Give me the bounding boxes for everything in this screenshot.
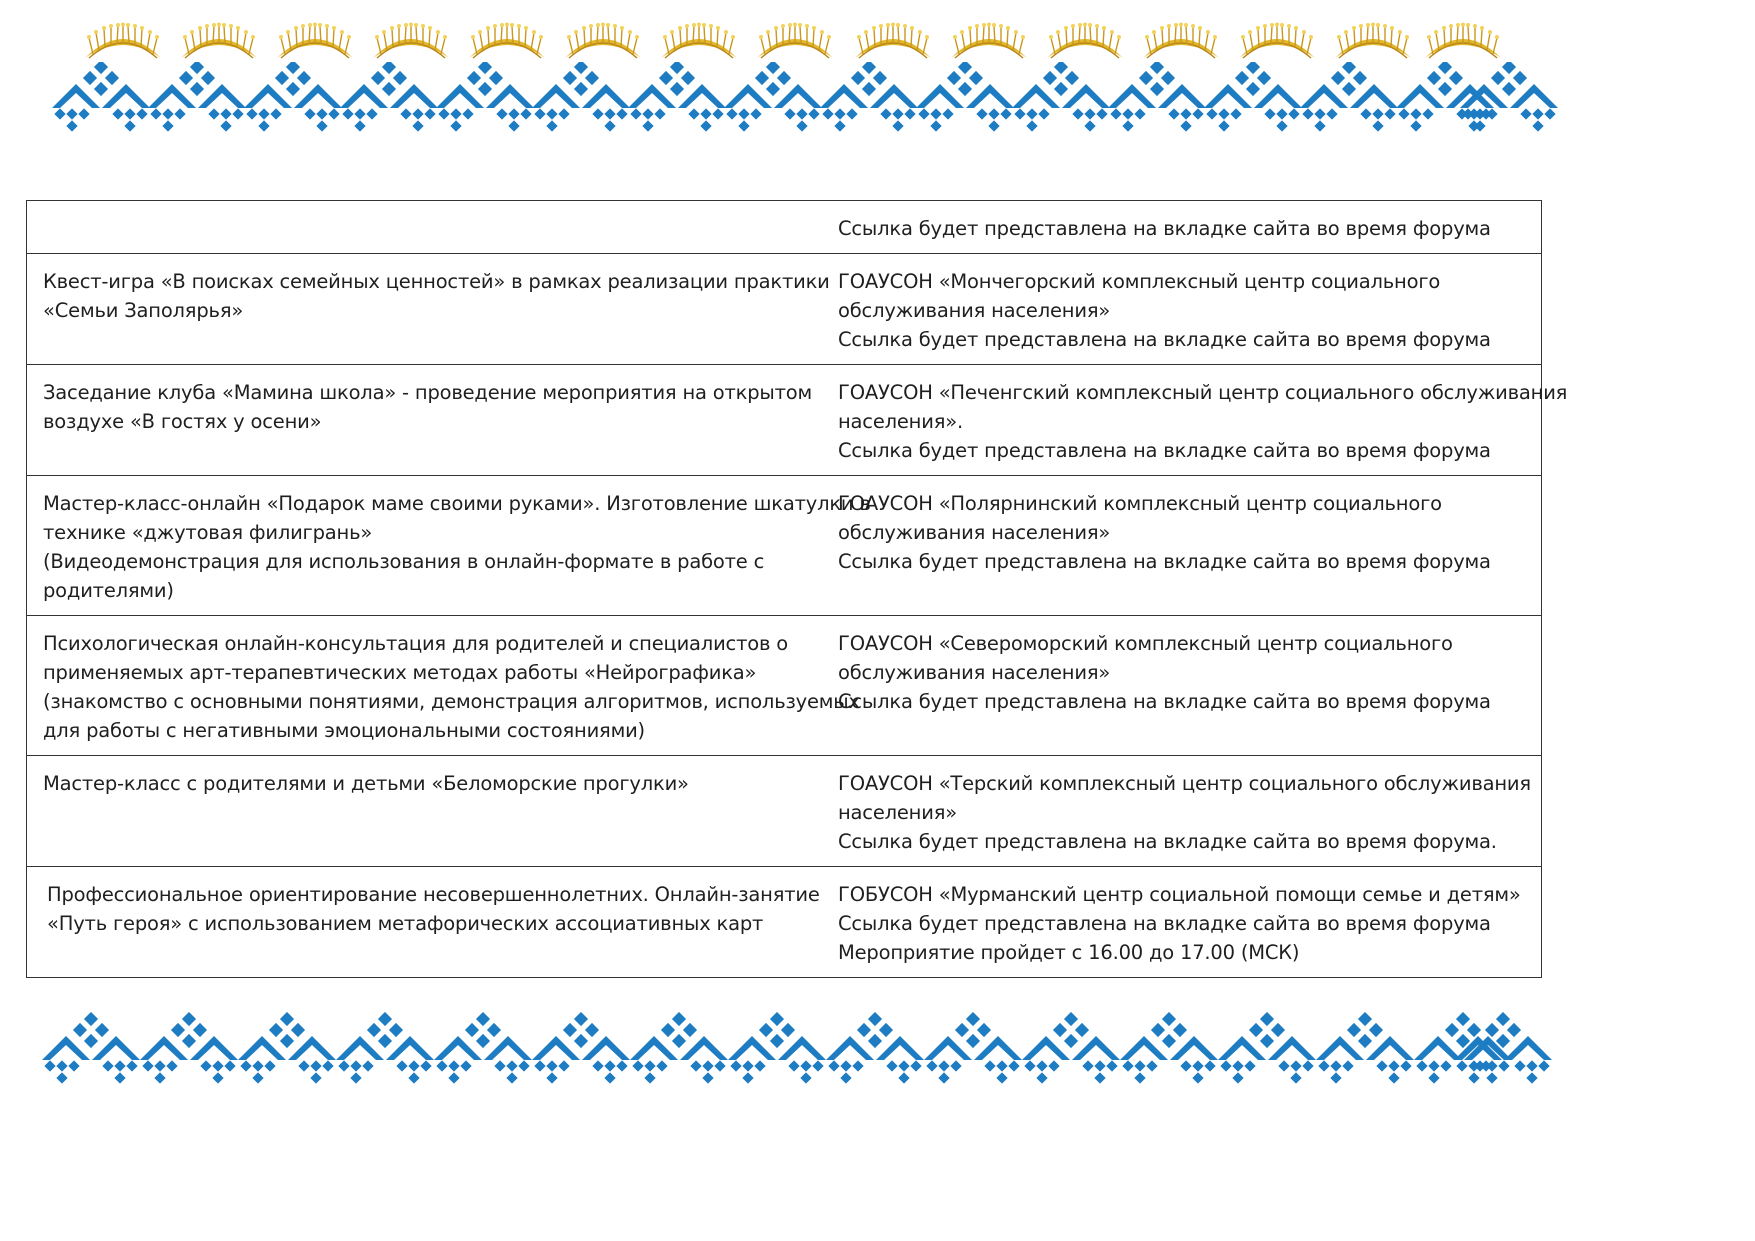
event-text-line: (знакомство с основными понятиями, демонстрация алгоритмов, используемых <box>43 690 860 713</box>
organization-text-line: ГОАУСОН «Печенгский комплексный центр социального обслуживания <box>838 381 1568 404</box>
organization-text-line: Ссылка будет представлена на вкладке сайта во время форума <box>838 217 1491 240</box>
event-text-line: Заседание клуба «Мамина школа» - проведение мероприятия на открытом <box>43 381 812 404</box>
table-row <box>27 365 1542 476</box>
table-row <box>27 476 1542 616</box>
organization-text-line: обслуживания населения» <box>838 661 1111 684</box>
event-cell <box>27 365 823 476</box>
table-row <box>27 616 1542 756</box>
organization-text-line: ГОАУСОН «Полярнинский комплексный центр социального <box>838 492 1442 515</box>
organization-text-line: обслуживания населения» <box>838 299 1111 322</box>
event-text-line: (Видеодемонстрация для использования в онлайн-формате в работе с <box>43 550 765 573</box>
table-row <box>27 201 1542 254</box>
organization-cell <box>822 254 1542 365</box>
organization-cell <box>822 867 1542 978</box>
organization-text-line: Ссылка будет представлена на вкладке сайта во время форума <box>838 550 1491 573</box>
organization-cell <box>822 616 1542 756</box>
event-text-line: воздухе «В гостях у осени» <box>43 410 322 433</box>
event-text-line: Профессиональное ориентирование несовершеннолетних. Онлайн-занятие <box>47 883 820 906</box>
event-cell <box>27 616 860 756</box>
event-text-line: «Путь героя» с использованием метафорических ассоциативных карт <box>47 912 764 935</box>
organization-text-line: населения». <box>838 410 963 433</box>
event-text-line: родителями) <box>43 579 174 602</box>
table-row <box>27 756 1542 867</box>
organization-text-line: населения» <box>838 801 957 824</box>
organization-text-line: обслуживания населения» <box>838 521 1111 544</box>
organization-text-line: ГОАУСОН «Североморский комплексный центр социального <box>838 632 1453 655</box>
organization-text-line: Ссылка будет представлена на вкладке сайта во время форума <box>838 328 1491 351</box>
event-text-line: Квест-игра «В поисках семейных ценностей» в рамках реализации практики <box>43 270 830 293</box>
events-table <box>26 200 1568 978</box>
event-cell <box>27 867 823 978</box>
top-ornament-border <box>0 62 1568 134</box>
event-text-line: применяемых арт-терапевтических методах работы «Нейрографика» <box>43 661 757 684</box>
organization-text-line: Ссылка будет представлена на вкладке сайта во время форума. <box>838 830 1497 853</box>
event-text-line: Мастер-класс с родителями и детьми «Беломорские прогулки» <box>43 772 689 795</box>
event-cell <box>27 254 830 365</box>
organization-cell <box>822 365 1568 476</box>
bottom-ornament-border <box>0 1012 1568 1088</box>
organization-text-line: ГОАУСОН «Мончегорский комплексный центр социального <box>838 270 1441 293</box>
organization-text-line: Ссылка будет представлена на вкладке сайта во время форума <box>838 690 1491 713</box>
organization-cell <box>822 201 1542 254</box>
event-text-line: технике «джутовая филигрань» <box>43 521 373 544</box>
table-row <box>27 254 1542 365</box>
organization-text-line: ГОБУСОН «Мурманский центр социальной помощи семье и детям» <box>838 883 1521 906</box>
organization-cell <box>822 756 1542 867</box>
event-cell <box>27 756 823 867</box>
event-cell <box>27 201 823 254</box>
organization-text-line: Ссылка будет представлена на вкладке сайта во время форума <box>838 439 1491 462</box>
organization-cell <box>822 476 1542 616</box>
organization-text-line: Мероприятие пройдет с 16.00 до 17.00 (МСК) <box>838 941 1300 964</box>
event-cell <box>27 476 871 616</box>
event-text-line: «Семьи Заполярья» <box>43 299 244 322</box>
table-row <box>27 867 1542 978</box>
event-text-line: для работы с негативными эмоциональными состояниями) <box>43 719 645 742</box>
organization-text-line: Ссылка будет представлена на вкладке сайта во время форума <box>838 912 1491 935</box>
event-text-line: Психологическая онлайн-консультация для родителей и специалистов о <box>43 632 788 655</box>
event-text-line: Мастер-класс-онлайн «Подарок маме своими руками». Изготовление шкатулки в <box>43 492 871 515</box>
organization-text-line: ГОАУСОН «Терский комплексный центр социального обслуживания <box>838 772 1531 795</box>
